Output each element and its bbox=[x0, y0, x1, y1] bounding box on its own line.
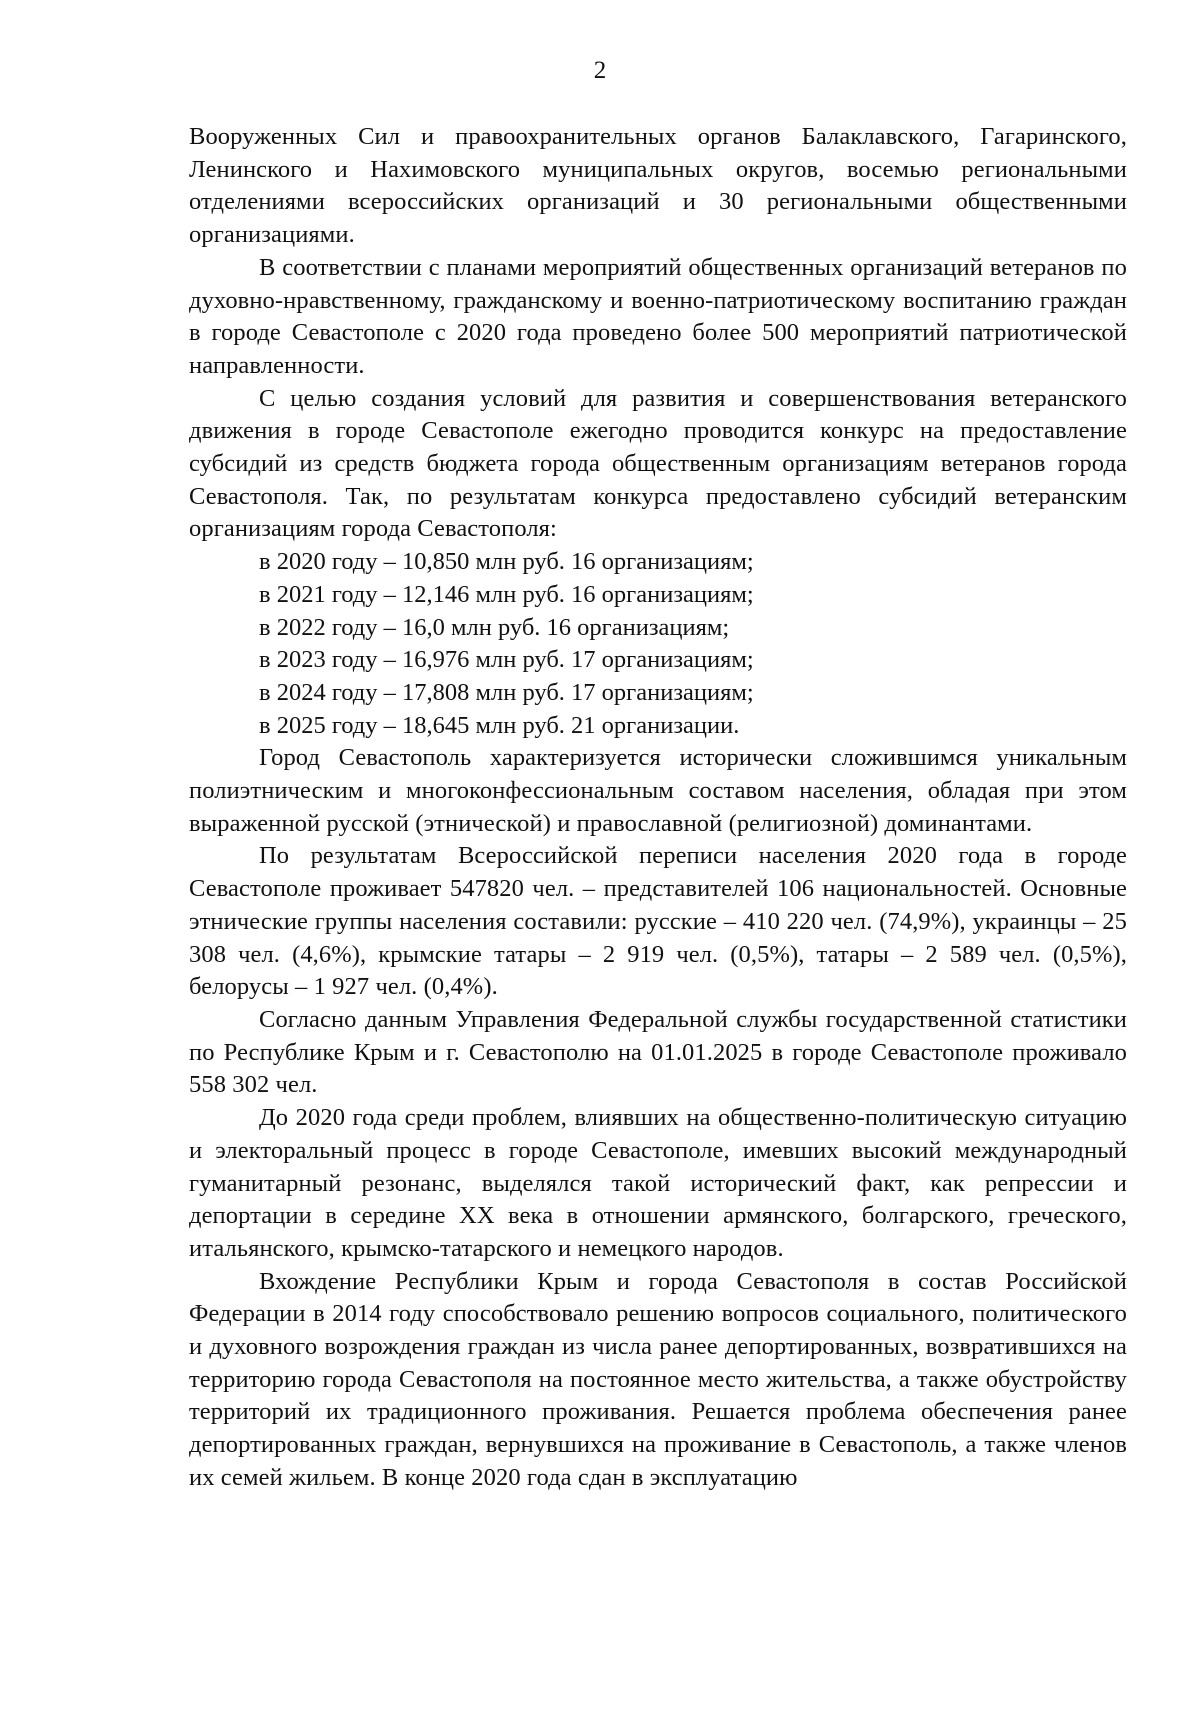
paragraph: Согласно данным Управления Федеральной службы государственной статистики по Республике Крым и г. Севастополю на 01.01.2025 в городе Севастополе проживало 558 302 чел. bbox=[189, 1005, 1127, 1099]
subsidy-item: в 2024 году – 17,808 млн руб. 17 организациям; bbox=[259, 678, 754, 706]
subsidy-item: в 2020 году – 10,850 млн руб. 16 организациям; bbox=[259, 548, 754, 576]
subsidy-item: в 2025 году – 18,645 млн руб. 21 организации. bbox=[259, 711, 740, 739]
page-number: 2 bbox=[593, 57, 607, 84]
paragraph: Город Севастополь характеризуется исторически сложившимся уникальным полиэтническим и многоконфессиональным составом населения, обладая при этом выраженной русской (этнической) и православной (религиозной) доминантами. bbox=[189, 744, 1127, 837]
subsidy-item: в 2022 году – 16,0 млн руб. 16 организациям; bbox=[259, 613, 730, 641]
paragraph: С целью создания условий для развития и совершенствования ветеранского движения в городе Севастополе ежегодно проводится конкурс на предоставление субсидий из средств бюджета города общественным организациям ветеранов города Севастополя. Так, по результатам конкурса предоставлено субсидий ветеранским организациям города Севастополя: bbox=[189, 384, 1127, 543]
paragraph: По результатам Всероссийской переписи населения 2020 года в городе Севастополе проживает 547820 чел. – представителей 106 национальностей. Основные этнические группы населения составили: русские – 410 220 чел. (74,9%), украинцы – 25 308 чел. (4,6%), крымские татары – 2 919 чел. (0,5%), татары – 2 589 чел. (0,5%), белорусы – 1 927 чел. (0,4%). bbox=[189, 842, 1127, 1001]
subsidy-list bbox=[189, 546, 1127, 742]
subsidy-item: в 2021 году – 12,146 млн руб. 16 организациям; bbox=[259, 580, 754, 608]
paragraph: В соответствии с планами мероприятий общественных организаций ветеранов по духовно-нравственному, гражданскому и военно-патриотическому воспитанию граждан в городе Севастополе с 2020 года проведено более 500 мероприятий патриотической направленности. bbox=[189, 253, 1127, 379]
paragraph: Вхождение Республики Крым и города Севастополя в состав Российской Федерации в 2014 году способствовало решению вопросов социального, политического и духовного возрождения граждан из числа ранее депортированных, возвратившихся на территорию города Севастополя на постоянное место жительства, а также обустройству территорий их традиционного проживания. Решается проблема обеспечения ранее депортированных граждан, вернувшихся на проживание в Севастополь, а также членов их семей жильем. В конце 2020 года сдан в эксплуатацию bbox=[189, 1267, 1127, 1491]
paragraph: Вооруженных Сил и правоохранительных органов Балаклавского, Гагаринского, Ленинского и Нахимовского муниципальных округов, восемью региональными отделениями всероссийских организаций и 30 региональными общественными организациями. bbox=[189, 123, 1127, 249]
subsidy-item: в 2023 году – 16,976 млн руб. 17 организациям; bbox=[259, 646, 754, 674]
document-body bbox=[189, 121, 1127, 1495]
paragraph: До 2020 года среди проблем, влиявших на общественно-политическую ситуацию и электоральный процесс в городе Севастополе, имевших высокий международный гуманитарный резонанс, выделялся такой исторический факт, как репрессии и депортации в середине XX века в отношении армянского, болгарского, греческого, итальянского, крымско-татарского и немецкого народов. bbox=[189, 1104, 1127, 1262]
